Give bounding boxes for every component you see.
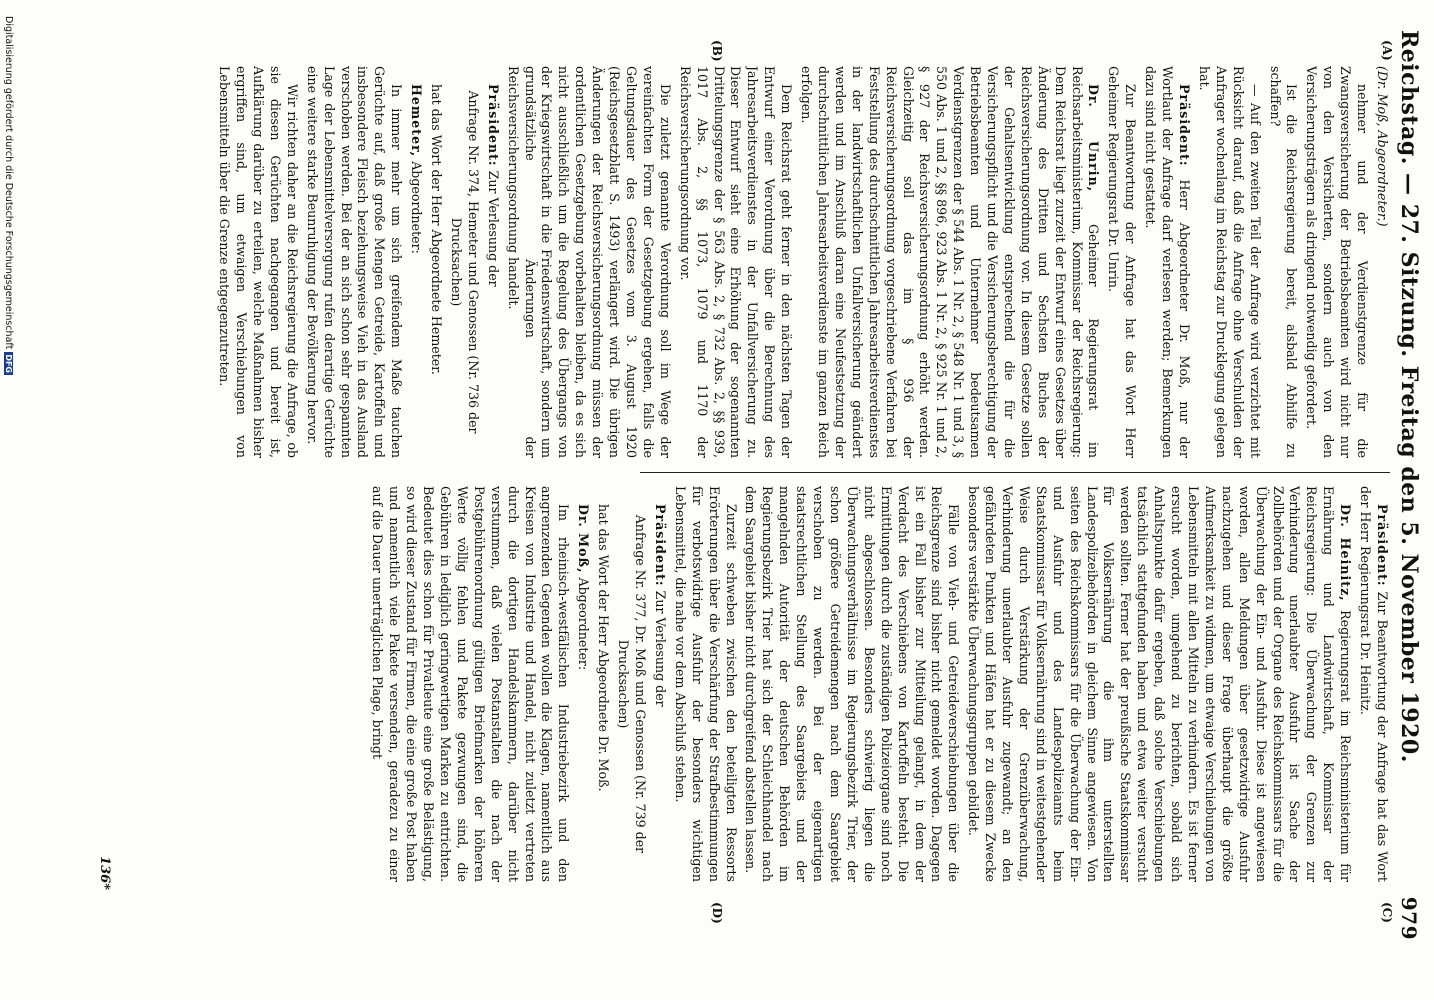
- paragraph-text: Anfrage Nr. 377, Dr. Moß und Genossen (Nr. 739 der Drucksachen): [616, 514, 649, 854]
- right-column: [90, 486, 1390, 882]
- paragraph-text: Herr Abgeordneter Dr. Moß, nur der Wortlaut der Anfrage darf verlesen werden; Bemerkungen dazu sind nicht gestattet.: [1143, 66, 1193, 458]
- margin-mark-d: (D): [710, 902, 724, 924]
- margin-mark-c: (C): [1380, 902, 1394, 923]
- digitization-credit: [3, 16, 14, 375]
- paragraph: [797, 66, 1101, 458]
- paragraph-text: Im rheinisch-westfälischen Industriebezirk und den angrenzenden Gegenden wollen die Klagen, namentlich aus Kreisen von Industrie und Handel, nicht zuletzt vertreten durch die dortigen Handelskammern, darüber nicht verstummen, daß vielen Postanstalten die nach der Postgebührenordnung gültigen Briefmarken der höheren Werte völlig fehlen und Pakete gezwungen sind, die Gebühren in lediglich geringwertigen Marken zu entrichten. Bedeutet dies schon für Privatleute eine große Belästigung, so wird dieser Zustand für Firmen, die eine große Post haben und namentlich viele Pakete versenden, geradezu zu einer auf die Dauer unerträglichen Plage, bringt: [370, 486, 572, 882]
- paragraph-text: Die zuletzt genannte Verordnung soll im Wege der vereinfachten Form der Gesetzgebung ergehen, falls die Geltungsdauer des Gesetzes vom 3. August 1920 (Reichsgesetzblatt S. 1493) verlängert wird. Die übrigen Änderungen der Reichsversicherungsordnung müssen der ordentlichen Gesetzgebung vorbehalten bleiben, da es sich nicht ausschließlich um die Regelung des Übergangs von der Kriegswirtschaft in die Friedenswirtschaft, sondern um grundsätzliche Änderungen der Reichsversicherungsordnung handelt.: [505, 66, 673, 458]
- inquiry-title: [447, 66, 481, 458]
- speaker-name: Präsident:: [1375, 504, 1390, 587]
- paragraph-text: Zur Verlesung der: [652, 590, 668, 707]
- speaker-name: Hemeter,: [409, 84, 425, 158]
- paragraph-text: Zur Verlesung der: [485, 170, 501, 287]
- paragraph-text: Regierungsrat im Reichsministerium für Ernährung und Landwirtschaft, Kommissar der Reichsregierung: Die Überwachung der Grenzen zur Verhinderung unerlaubter Ausfuhr ist Sache der Zollbehörden und der Organe des Reichskommissars für die Überwachung der Ein- und Ausfuhr. Diese ist angewiesen worden, allen Meldungen über gesetzwidrige Ausfuhr nachzugehen und dieser Frage überhaupt die größte Aufmerksamkeit zu widmen, um etwaige Verschiebungen von Lebensmitteln mit allen Mitteln zu verhindern. Es ist ferner ersucht worden, umgehend zu berichten, sobald sich Anhaltspunkte dafür ergeben, daß solche Verschiebungen tatsächlich stattgefunden haben und etwa weiter versucht werden sollten. Ferner hat der preußische Staatskommissar für Volksernährung die ihm unterstellten Landespolizeibehörden in gleichem Sinne angewiesen. Von seiten des Reichskommissars für die Überwachung der Ein- und Ausfuhr und des Landespolizeiamts beim Staatskommissar für Volksernährung sind in weitestgehender Weise durch Verstärkung der Grenzüberwachung, Verhinderung unerlaubter Ausfuhr zugewandt; an den gefährdeten Punkten und Häfen hat er zu diesem Zwecke besonders verstärkte Überwachungsgruppen gebildet.: [966, 486, 1354, 882]
- paragraph-text: Anfrage Nr. 374, Hemeter und Genossen (Nr. 736 der Drucksachen): [448, 90, 481, 434]
- header-title: Reichstag. — 27. Sitzung. Freitag den 5. November 1920.: [1396, 30, 1422, 763]
- credit-text: Digitalisierung gefördert durch die Deutsche Forschungsgemeinschaft: [3, 16, 14, 350]
- paragraph: [1195, 66, 1263, 458]
- paragraph: [484, 66, 501, 458]
- paragraph: [427, 66, 444, 458]
- paragraph: [407, 66, 424, 458]
- speaker-name: Präsident:: [485, 84, 501, 167]
- paragraph: [574, 486, 591, 882]
- paragraph: [671, 486, 739, 882]
- left-column: [90, 66, 1390, 458]
- paragraph-text: hat das Wort der Herr Abgeordnete Dr. Moß.: [596, 504, 612, 792]
- margin-mark-a: (A): [1380, 40, 1394, 61]
- paragraph-text: Abgeordneter:: [409, 161, 425, 254]
- column-head: [1373, 66, 1390, 458]
- paragraph: [303, 66, 404, 458]
- paragraph-text: Abgeordneter:: [576, 577, 592, 671]
- inquiry-title: [614, 486, 648, 882]
- paragraph: [504, 66, 673, 458]
- paragraph-text: nehmer und der Verdienstgrenze für die Zwangsversicherung der Betriebsbeamten wird nicht nur von den Versicherten, sondern auch von den Versicherungsträgern als dringend notwendig gefordert.: [1304, 66, 1371, 458]
- paragraph-text: Wir richten daher an die Reichsregierung die Anfrage, ob sie diesen Gerüchten nachgegangen und bereit ist, Aufklärung darüber zu erteilen, welche Maßnahmen bisher ergriffen sind, um etwaigen Verschiebungen von Lebensmitteln über die Grenze entgegenzutreten.: [217, 66, 300, 458]
- speaker-name: Präsident:: [652, 504, 668, 587]
- paragraph-text: — Auf den zweiten Teil der Anfrage wird verzichtet mit Rücksicht darauf, daß die Anfrage ohne Verschulden der Anfrager wochenlang im Reichstag zur Drucklegung gelegen hat.: [1196, 66, 1263, 458]
- paragraph: [369, 486, 572, 882]
- paragraph: [651, 486, 668, 882]
- paragraph: [964, 486, 1353, 882]
- margin-mark-b: (B): [710, 40, 724, 62]
- sheet-signature: 136*: [97, 856, 112, 890]
- paragraph: [1266, 66, 1300, 458]
- paragraph: [1105, 66, 1139, 458]
- paragraph-text: Zur Beantwortung der Anfrage hat das Wort Herr Geheimer Regierungsrat Dr. Unrin.: [1106, 66, 1139, 458]
- paragraph-text: Fälle von Vieh- und Getreideverschiebungen über die Reichsgrenze sind bisher nicht gemeldet worden. Dagegen ist ein Fall bisher zur Mitteilung gelangt, in dem der Verdacht des Verschiebens von Kartoffeln besteht. Die Ermittlungen durch die zuständigen Polizeiorgane sind noch nicht abgeschlossen. Besonders schwierig liegen die Überwachungsverhältnisse im Regierungsbezirk Trier, der schon größere Getreidemengen nach dem Saargebiet verschoben zu werden. Bei der eigenartigen staatsrechtlichen Stellung des Saargebiets und der mangelnden Autorität der deutschen Behörden im Regierungsbezirk Trier hat sich der Schleichhandel nach dem Saargebiet bisher nicht durchgreifend abstellen lassen.: [743, 486, 962, 882]
- speaker-name: Präsident:: [1177, 84, 1193, 167]
- paragraph-text: hat das Wort der Herr Abgeordnete Hemeter.: [429, 84, 445, 375]
- paragraph: [676, 66, 794, 458]
- speaker-name: Dr. Moß,: [576, 504, 592, 574]
- paragraph-text: (Dr. Moß, Abgeordneter.): [1375, 66, 1390, 227]
- page-header: [1392, 30, 1426, 940]
- paragraph-text: Zur Beantwortung der Anfrage hat das Wort der Herr Regierungsrat Dr. Heinitz.: [1358, 486, 1390, 882]
- paragraph-text: In immer mehr um sich greifendem Maße tauchen Gerüchte auf, daß große Mengen Getreide, Kartoffeln und insbesondere Fleisch beziehungsweise Vieh in das Ausland verschoben werden. Bei der an sich schon sehr gespannten Lage der Lebensmittelversorgung rufen derartige Gerüchte eine weitere starke Beunruhigung der Bevölkerung hervor.: [304, 66, 405, 458]
- paragraph-text: Ist die Reichsregierung bereit, alsbald Abhilfe zu schaffen?: [1267, 66, 1300, 458]
- paragraph: [742, 486, 962, 882]
- column-divider: [640, 472, 1390, 473]
- paragraph-text: Dem Reichsrat geht ferner in den nächsten Tagen der Entwurf einer Verordnung über die Berechnung des Jahresarbeitsverdienstes in der Unfallversicherung zu. Dieser Entwurf sieht eine Erhöhung der sogenannten Drittelungsgrenze der § 563 Abs. 2, § 732 Abs. 2, §§ 939, 1017 Abs. 2, §§ 1073, 1079 und 1170 der Reichsversicherungsordnung vor.: [677, 66, 795, 458]
- speaker-name: Dr. Heinitz,: [1338, 504, 1354, 602]
- paragraph: [215, 66, 300, 458]
- page-number: 979: [1397, 896, 1421, 940]
- dfg-logo: DFG: [4, 354, 13, 373]
- paragraph: [1302, 66, 1370, 458]
- paragraph: [594, 486, 611, 882]
- speaker-name: Dr. Unrin,: [1086, 84, 1102, 193]
- paragraph: [1141, 66, 1192, 458]
- paragraph-text: Geheimer Regierungsrat im Reichsarbeitsministerium, Kommissar der Reichsregierung: Dem Reichsrat liegt zurzeit der Entwurf eines Gesetzes über Änderung des Dritten und Sechsten Buches der Reichsversicherungsordnung vor. In diesem Gesetze sollen der Gehaltsentwicklung entsprechend die für die Versicherungspflicht und die Versicherungsberechtigung der Betriebsbeamten und Unternehmer bedeutsamen Verdienstgrenzen der § 544 Abs. 1 Nr. 2, § 548 Nr. 1 und 3, § 550 Abs. 1 und 2, §§ 896, 923 Abs. 1 Nr. 2, § 925 Nr. 1 und 2, § 927 der Reichsversicherungsordnung erhöht werden. Gleichzeitig soll das im § 936 der Reichsversicherungsordnung vorgeschriebene Verfahren bei Feststellung des durchschnittlichen Jahresarbeitsverdienstes in der landwirtschaftlichen Unfallversicherung geändert werden und im Anschluß daran eine Neufestsetzung der durchschnittlichen Jahresarbeitsverdienste im ganzen Reich erfolgen.: [799, 66, 1102, 458]
- paragraph-text: Zurzeit schweben zwischen den beteiligten Ressorts Erörterungen über die Verschärfung der Strafbestimmungen für verbotswidrige Ausfuhr der besonders wichtigen Lebensmittel, die nahe vor dem Abschluß stehen.: [672, 486, 739, 882]
- paragraph: [1356, 486, 1390, 882]
